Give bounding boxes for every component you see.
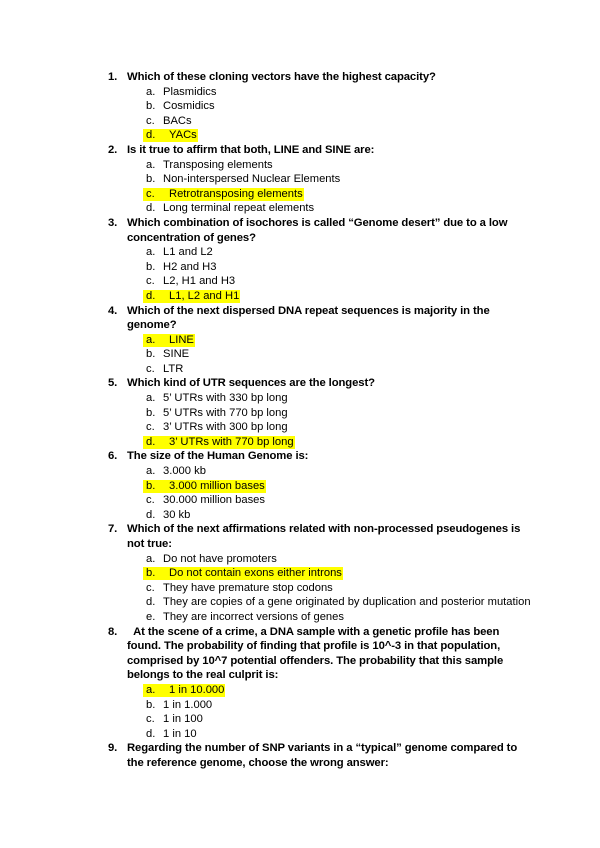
option-letter: a. — [146, 683, 156, 696]
option-text: 1 in 1.000 — [163, 698, 213, 711]
option-text: BACs — [163, 114, 192, 127]
answer-option-correct — [0, 566, 600, 581]
option-letter: c. — [146, 114, 155, 127]
option-text: 3’ UTRs with 300 bp long — [163, 421, 288, 434]
option-text: Long terminal repeat elements — [163, 202, 315, 215]
answer-option — [0, 362, 600, 377]
option-letter: b. — [146, 100, 156, 113]
option-text: Plasmidics — [163, 85, 217, 98]
question-2 — [0, 143, 600, 216]
answer-option — [0, 595, 600, 610]
option-text: LTR — [163, 362, 184, 375]
answer-option — [0, 727, 600, 742]
question-text: Which of the next dispersed DNA repeat sequences is majority in the genome? — [127, 304, 490, 332]
question-number: 7. — [108, 523, 118, 536]
option-text: YACs — [169, 129, 197, 142]
option-letter: b. — [146, 479, 156, 492]
answer-options — [0, 245, 600, 303]
question-7 — [0, 522, 600, 624]
option-text: 3.000 kb — [163, 465, 206, 478]
answer-option — [0, 260, 600, 275]
option-letter: a. — [146, 552, 156, 565]
option-letter: d. — [146, 129, 156, 142]
answer-option — [0, 610, 600, 625]
answer-option — [0, 391, 600, 406]
option-text: 30.000 million bases — [163, 494, 265, 507]
answer-option — [0, 114, 600, 129]
option-letter: c. — [146, 713, 155, 726]
option-text: Cosmidics — [163, 100, 215, 113]
option-letter: b. — [146, 567, 156, 580]
question-3 — [0, 216, 600, 304]
option-letter: a. — [146, 158, 156, 171]
option-letter: c. — [146, 362, 155, 375]
question-text: Is it true to affirm that both, LINE and SINE are: — [127, 143, 375, 156]
answer-options — [0, 158, 600, 216]
question-number: 6. — [108, 450, 118, 463]
answer-option-correct — [0, 479, 600, 494]
answer-option-correct — [0, 289, 600, 304]
option-text: They are copies of a gene originated by duplication and posterior mutation — [163, 596, 531, 609]
question-6 — [0, 449, 600, 522]
option-letter: a. — [146, 392, 156, 405]
answer-options — [0, 333, 600, 377]
answer-options — [0, 552, 600, 625]
question-5 — [0, 376, 600, 449]
option-text: 3.000 million bases — [169, 479, 265, 492]
option-letter: a. — [146, 246, 156, 259]
option-letter: c. — [146, 275, 155, 288]
option-letter: d. — [146, 202, 156, 215]
option-text: L2, H1 and H3 — [163, 275, 236, 288]
option-letter: c. — [146, 421, 155, 434]
option-letter: a. — [146, 333, 156, 346]
question-number: 2. — [108, 143, 118, 156]
answer-option — [0, 85, 600, 100]
option-letter: b. — [146, 173, 156, 186]
answer-options — [0, 391, 600, 449]
option-text: Non-interspersed Nuclear Elements — [163, 173, 341, 186]
question-number: 4. — [108, 304, 118, 317]
question-1 — [0, 70, 600, 143]
answer-option — [0, 406, 600, 421]
answer-options — [0, 683, 600, 741]
option-text: Do not have promoters — [163, 552, 277, 565]
option-letter: e. — [146, 610, 156, 623]
option-text: 5’ UTRs with 770 bp long — [163, 406, 288, 419]
option-text: 1 in 100 — [163, 713, 203, 726]
option-letter: d. — [146, 508, 156, 521]
question-number: 9. — [108, 742, 118, 755]
question-text: Regarding the number of SNP variants in a “typical” genome compared to the reference genome, choose the wrong answer: — [127, 742, 518, 769]
answer-option-correct — [0, 435, 600, 450]
answer-option — [0, 274, 600, 289]
question-text: Which of the next affirmations related with non-processed pseudogenes is not true: — [127, 523, 521, 550]
option-text: They have premature stop codons — [163, 581, 333, 594]
option-letter: b. — [146, 348, 156, 361]
answer-option — [0, 158, 600, 173]
option-letter: a. — [146, 85, 156, 98]
question-number: 5. — [108, 377, 118, 390]
option-letter: d. — [146, 596, 156, 609]
question-text: Which of these cloning vectors have the highest capacity? — [127, 71, 436, 83]
option-text: SINE — [163, 348, 190, 361]
question-number: 3. — [108, 216, 118, 229]
answer-option — [0, 245, 600, 260]
answer-options — [0, 464, 600, 522]
option-letter: d. — [146, 435, 156, 448]
answer-option — [0, 493, 600, 508]
answer-option-correct — [0, 683, 600, 698]
option-letter: d. — [146, 289, 156, 302]
question-text: Which kind of UTR sequences are the longest? — [127, 377, 375, 390]
answer-options — [0, 85, 600, 143]
question-list — [0, 70, 600, 771]
question-number: 1. — [108, 71, 118, 83]
question-text: At the scene of a crime, a DNA sample with a genetic profile has been found. The probability of finding that profile is 10^-3 in that population, comprised by 10^7 potential offenders. The probability that this sample belongs to the real culprit is: — [127, 625, 504, 682]
question-number: 8. — [108, 625, 118, 638]
option-text: LINE — [169, 333, 194, 346]
option-letter: b. — [146, 698, 156, 711]
option-text: L1 and L2 — [163, 246, 213, 259]
option-letter: a. — [146, 465, 156, 478]
option-letter: c. — [146, 494, 155, 507]
question-text: Which combination of isochores is called “Genome desert” due to a low concentration of genes? — [127, 216, 508, 244]
option-letter: b. — [146, 260, 156, 273]
answer-option-correct — [0, 128, 600, 143]
answer-option-correct — [0, 333, 600, 348]
option-text: H2 and H3 — [163, 260, 217, 273]
option-text: Retrotransposing elements — [169, 187, 303, 200]
option-text: 5’ UTRs with 330 bp long — [163, 392, 288, 405]
option-letter: b. — [146, 406, 156, 419]
question-8 — [0, 625, 600, 742]
answer-option — [0, 508, 600, 523]
option-text: 3’ UTRs with 770 bp long — [169, 435, 294, 448]
option-letter: c. — [146, 581, 155, 594]
option-text: They are incorrect versions of genes — [163, 610, 344, 623]
option-text: 30 kb — [163, 508, 191, 521]
option-letter: c. — [146, 187, 155, 200]
answer-option-correct — [0, 187, 600, 202]
answer-option — [0, 99, 600, 114]
answer-option — [0, 698, 600, 713]
option-text: Transposing elements — [163, 158, 273, 171]
answer-option — [0, 552, 600, 567]
option-letter: d. — [146, 727, 156, 740]
option-text: Do not contain exons either introns — [169, 567, 342, 580]
answer-option — [0, 201, 600, 216]
option-text: 1 in 10 — [163, 727, 197, 740]
answer-option — [0, 464, 600, 479]
option-text: 1 in 10.000 — [169, 683, 225, 696]
answer-option — [0, 172, 600, 187]
answer-option — [0, 420, 600, 435]
answer-option — [0, 581, 600, 596]
option-text: L1, L2 and H1 — [169, 289, 240, 302]
question-text: The size of the Human Genome is: — [127, 450, 309, 463]
answer-option — [0, 712, 600, 727]
answer-option — [0, 347, 600, 362]
question-4 — [0, 304, 600, 377]
question-9 — [0, 741, 600, 770]
